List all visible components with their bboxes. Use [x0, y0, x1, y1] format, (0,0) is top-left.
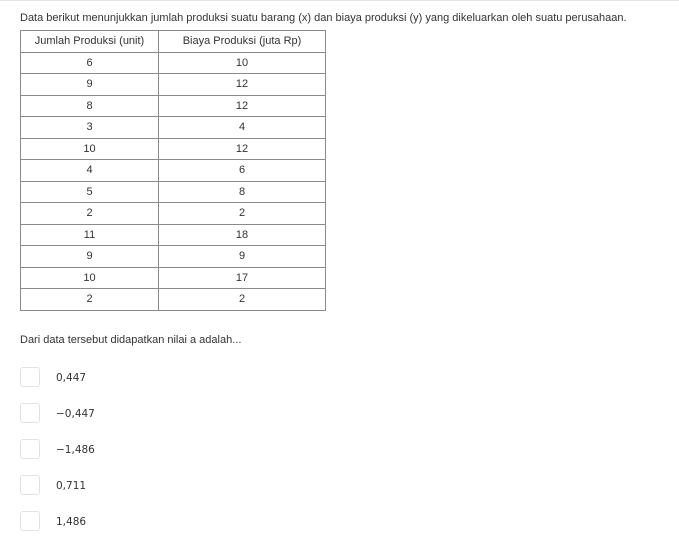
cell-x: 10	[21, 267, 159, 289]
header-production: Jumlah Produksi (unit)	[21, 31, 159, 53]
option-checkbox[interactable]	[20, 367, 40, 387]
table-row	[21, 95, 326, 117]
option-label: −0,447	[56, 408, 95, 420]
cell-y: 9	[159, 246, 326, 268]
cell-x: 2	[21, 289, 159, 311]
cell-y: 17	[159, 267, 326, 289]
option-label: 1,486	[56, 516, 87, 528]
cell-x: 9	[21, 74, 159, 96]
cell-y: 4	[159, 117, 326, 139]
cell-x: 2	[21, 203, 159, 225]
option-label: 0,447	[56, 372, 87, 384]
table-row	[21, 117, 326, 139]
table-row	[21, 138, 326, 160]
cell-x: 10	[21, 138, 159, 160]
cell-y: 18	[159, 224, 326, 246]
question-text: Data berikut menunjukkan jumlah produksi suatu barang (x) dan biaya produksi (y) yang dikeluarkan oleh suatu perusahaan.	[20, 12, 627, 24]
top-divider	[0, 0, 679, 1]
cell-x: 3	[21, 117, 159, 139]
table-row	[21, 52, 326, 74]
cell-y: 2	[159, 289, 326, 311]
table-row	[21, 160, 326, 182]
table-row	[21, 224, 326, 246]
cell-x: 8	[21, 95, 159, 117]
table-row	[21, 181, 326, 203]
cell-y: 12	[159, 138, 326, 160]
cell-y: 6	[159, 160, 326, 182]
option-checkbox[interactable]	[20, 475, 40, 495]
header-cost: Biaya Produksi (juta Rp)	[159, 31, 326, 53]
table-row	[21, 246, 326, 268]
cell-y: 2	[159, 203, 326, 225]
option-label: 0,711	[56, 480, 87, 492]
cell-x: 6	[21, 52, 159, 74]
cell-y: 10	[159, 52, 326, 74]
cell-x: 5	[21, 181, 159, 203]
cell-x: 4	[21, 160, 159, 182]
cell-y: 12	[159, 74, 326, 96]
cell-y: 8	[159, 181, 326, 203]
option-checkbox[interactable]	[20, 403, 40, 423]
table-row	[21, 289, 326, 311]
option-label: −1,486	[56, 444, 95, 456]
table-row	[21, 267, 326, 289]
option-checkbox[interactable]	[20, 439, 40, 459]
prompt-text: Dari data tersebut didapatkan nilai a adalah...	[20, 334, 242, 346]
cell-x: 9	[21, 246, 159, 268]
cell-y: 12	[159, 95, 326, 117]
data-table	[20, 30, 326, 311]
cell-x: 11	[21, 224, 159, 246]
table-header-row	[21, 31, 326, 53]
table-row	[21, 203, 326, 225]
option-checkbox[interactable]	[20, 511, 40, 531]
table-row	[21, 74, 326, 96]
